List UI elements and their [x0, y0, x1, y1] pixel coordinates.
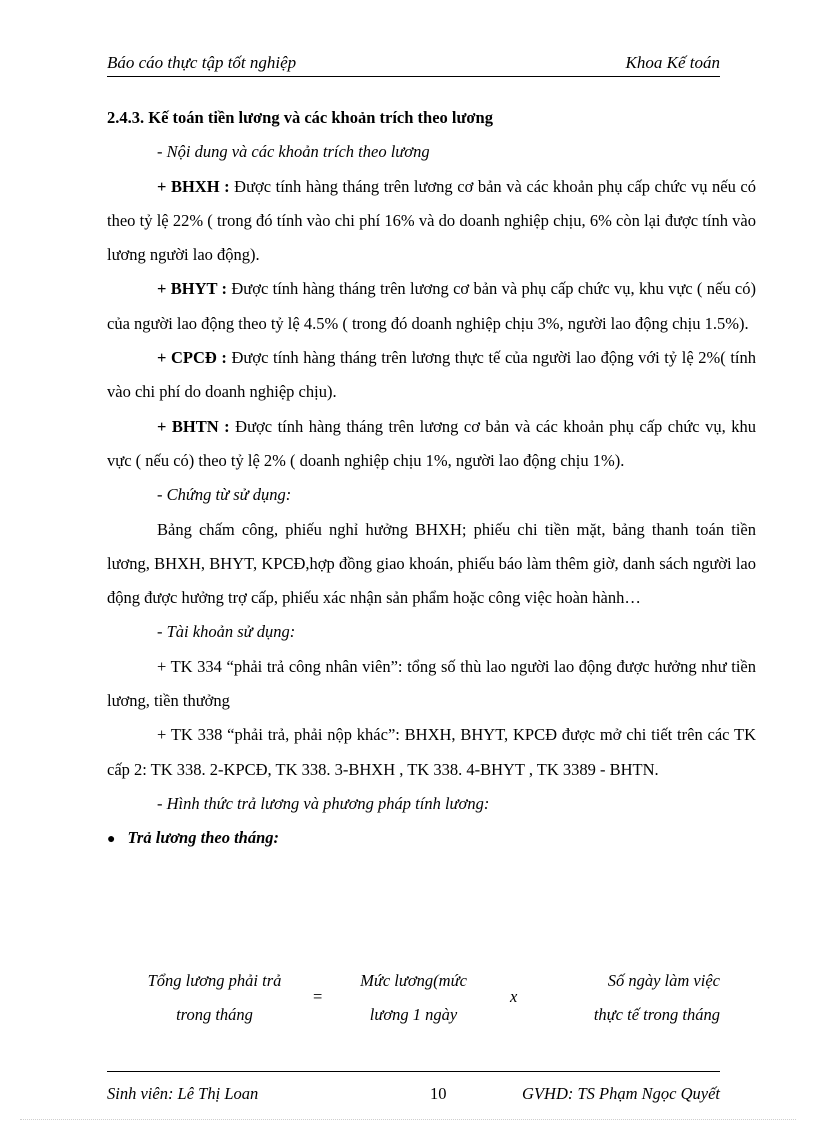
section-title: 2.4.3. Kế toán tiền lương và các khoản trích theo lương	[107, 108, 493, 127]
formula-term1	[351, 964, 476, 1032]
item-bhyt	[107, 272, 756, 341]
formula-term1-line2: lương 1 ngày	[369, 1005, 458, 1024]
formula-term2	[560, 964, 720, 1032]
page-footer	[107, 1071, 720, 1102]
page-header	[107, 50, 720, 77]
formula-term1-line1: Mức lương(mức	[360, 971, 467, 990]
account-tk334: + TK 334 “phải trả công nhân viên”: tổng số thù lao người lao động được hưởng như tiền lương, tiền thưởng	[107, 656, 756, 711]
item-cpcd	[107, 341, 756, 410]
item-bhxh	[107, 170, 756, 273]
salary-formula	[107, 962, 720, 1034]
page-body	[107, 101, 756, 858]
formula-lhs	[132, 964, 297, 1032]
item-text: Được tính hàng tháng trên lương thực tế của người lao động với tỷ lệ 2%( tính vào chi phí do doanh nghiệp chịu).	[107, 348, 756, 402]
page-number: 10	[430, 1084, 447, 1103]
account-tk338: + TK 338 “phải trả, phải nộp khác”: BHXH, BHYT, KPCĐ được mở chi tiết trên các TK cấp 2: TK 338. 2-KPCĐ, TK 338. 3-BHXH , TK 338. 4-BHYT , TK 3389 - BHTN.	[107, 725, 756, 779]
footer-advisor: GVHD: TS Phạm Ngọc Quyết	[522, 1084, 720, 1103]
formula-term2-line1: Số ngày làm việc	[607, 971, 720, 990]
formula-lhs-line2: trong tháng	[176, 1005, 253, 1024]
bullet-monthly-pay	[107, 821, 756, 857]
item-text: Được tính hàng tháng trên lương cơ bản và các khoản phụ cấp chức vụ, khu vực ( nếu có) theo tỷ lệ 2% ( doanh nghiệp chịu 1%, người lao động chịu 1%).	[107, 416, 756, 470]
bullet-dot-icon: ●	[107, 832, 116, 848]
item-text: Được tính hàng tháng trên lương cơ bản và phụ cấp chức vụ, khu vực ( nếu có) của người lao động theo tỷ lệ 4.5% ( trong đó doanh nghiệp chịu 3%, người lao động chịu 1.5%).	[107, 279, 756, 333]
documents-heading: - Chứng từ sử dụng:	[157, 485, 292, 505]
accounts-heading: - Tài khoản sử dụng:	[157, 622, 296, 642]
item-label: + BHXH :	[157, 176, 230, 196]
item-text: Được tính hàng tháng trên lương cơ bản và các khoản phụ cấp chức vụ nếu có theo tỷ lệ 22% ( trong đó tính vào chi phí 16% và do doanh nghiệp chịu, 6% còn lại được tính vào lương người lao động).	[107, 176, 756, 265]
item-label: + CPCĐ :	[157, 348, 227, 368]
formula-equals: =	[313, 987, 323, 1006]
item-bhtn	[107, 410, 756, 479]
formula-term2-line2: thực tế trong tháng	[593, 1005, 720, 1024]
content-subheading: - Nội dung và các khoản trích theo lương	[157, 142, 430, 162]
formula-multiply: x	[510, 987, 518, 1006]
footer-student: Sinh viên: Lê Thị Loan	[107, 1084, 259, 1103]
item-label: + BHTN :	[157, 416, 230, 436]
pay-heading: - Hình thức trả lương và phương pháp tính lương:	[157, 793, 490, 813]
item-label: + BHYT :	[157, 279, 228, 299]
formula-lhs-line1: Tổng lương phải trả	[147, 971, 282, 990]
page-bottom-divider	[20, 1119, 796, 1120]
header-department: Khoa Kế toán	[625, 53, 720, 72]
documents-text: Bảng chấm công, phiếu nghỉ hưởng BHXH; phiếu chi tiền mặt, bảng thanh toán tiền lương, BHXH, BHYT, KPCĐ,hợp đồng giao khoán, phiếu báo làm thêm giờ, danh sách người lao động được hưởng trợ cấp, phiếu xác nhận sản phẩm hoặc công việc hoàn hành…	[107, 519, 756, 608]
header-report-title: Báo cáo thực tập tốt nghiệp	[107, 53, 297, 72]
bullet-text: Trả lương theo tháng:	[127, 828, 279, 848]
